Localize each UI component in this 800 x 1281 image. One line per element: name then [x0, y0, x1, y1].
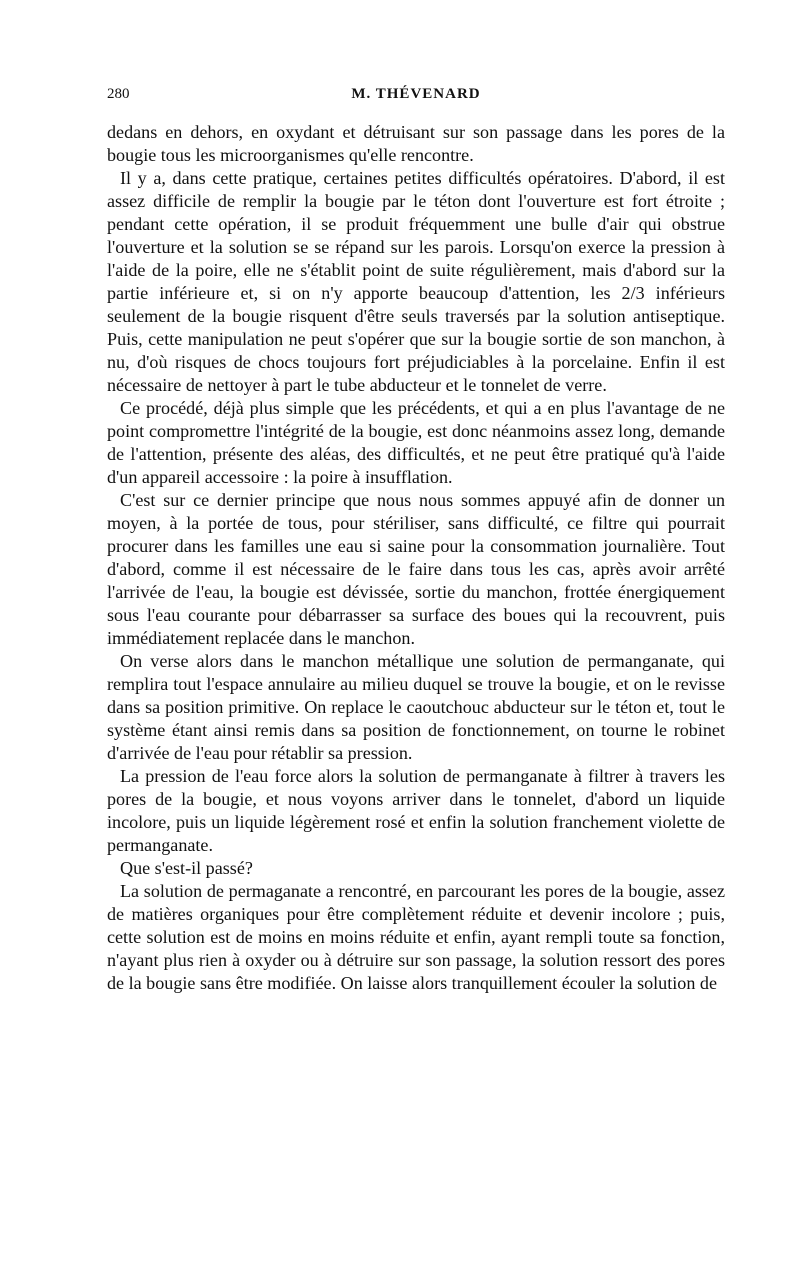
paragraph: Ce procédé, déjà plus simple que les précédents, et qui a en plus l'avantage de ne point compromettre l'intégrité de la bougie, est donc néanmoins assez long, demande de l'attention, présente des aléas, des difficultés, et ne peut être pratiqué qu'à l'aide d'un appareil accessoire : la poire à insufflation.: [107, 398, 725, 487]
paragraph-continuation: dedans en dehors, en oxydant et détruisant sur son passage dans les pores de la bougie tous les microorganismes qu'elle rencontre.: [107, 122, 725, 165]
body-text: [107, 121, 725, 995]
paragraph: On verse alors dans le manchon métallique une solution de permanganate, qui remplira tout l'espace annulaire au milieu duquel se trouve la bougie, et on le revisse dans sa position primitive. On replace le caoutchouc abducteur sur le téton et, tout le système étant ainsi remis dans sa position de fonctionnement, on tourne le robinet d'arrivée de l'eau pour rétablir sa pression.: [107, 651, 725, 763]
paragraph: La solution de permaganate a rencontré, en parcourant les pores de la bougie, assez de matières organiques pour être complètement réduite et devenir incolore ; puis, cette solution est de moins en moins réduite et enfin, ayant rempli toute sa fonction, n'ayant plus rien à oxyder ou à détruire sur son passage, la solution ressort des pores de la bougie sans être modifiée. On laisse alors tranquillement écouler la solution de: [107, 881, 725, 993]
paragraph: La pression de l'eau force alors la solution de permanganate à filtrer à travers les pores de la bougie, et nous voyons arriver dans le tonnelet, d'abord un liquide incolore, puis un liquide légèrement rosé et enfin la solution franchement violette de permanganate.: [107, 766, 725, 855]
page-header: [107, 86, 725, 110]
paragraph: Que s'est-il passé?: [120, 858, 253, 878]
paragraph: Il y a, dans cette pratique, certaines petites difficultés opératoires. D'abord, il est assez difficile de remplir la bougie par le téton dont l'ouverture est fort étroite ; pendant cette opération, il se produit fréquemment une bulle d'air qui obstrue l'ouverture et la solution se se répand sur les parois. Lorsqu'on exerce la pression à l'aide de la poire, elle ne s'établit point de suite régulièrement, mais d'abord sur la partie inférieure et, si on n'y apporte beaucoup d'attention, les 2/3 inférieurs seulement de la bougie risquent d'être seuls traversés par la solution antiseptique. Puis, cette manipulation ne peut s'opérer que sur la bougie sortie de son manchon, à nu, d'où risques de chocs toujours fort préjudiciables à la porcelaine. Enfin il est nécessaire de nettoyer à part le tube abducteur et le tonnelet de verre.: [107, 168, 725, 395]
running-title: M. THÉVENARD: [351, 86, 481, 102]
paragraph: C'est sur ce dernier principe que nous nous sommes appuyé afin de donner un moyen, à la portée de tous, pour stériliser, sans difficulté, ce filtre qui pourrait procurer dans les familles une eau si saine pour la consommation journalière. Tout d'abord, comme il est nécessaire de le faire dans tous les cas, après avoir arrêté l'arrivée de l'eau, la bougie est dévissée, sortie du manchon, frottée énergiquement sous l'eau courante pour débarrasser sa surface des boues qui la recouvrent, puis immédiatement replacée dans le manchon.: [107, 490, 725, 648]
page-number: 280: [107, 86, 130, 102]
